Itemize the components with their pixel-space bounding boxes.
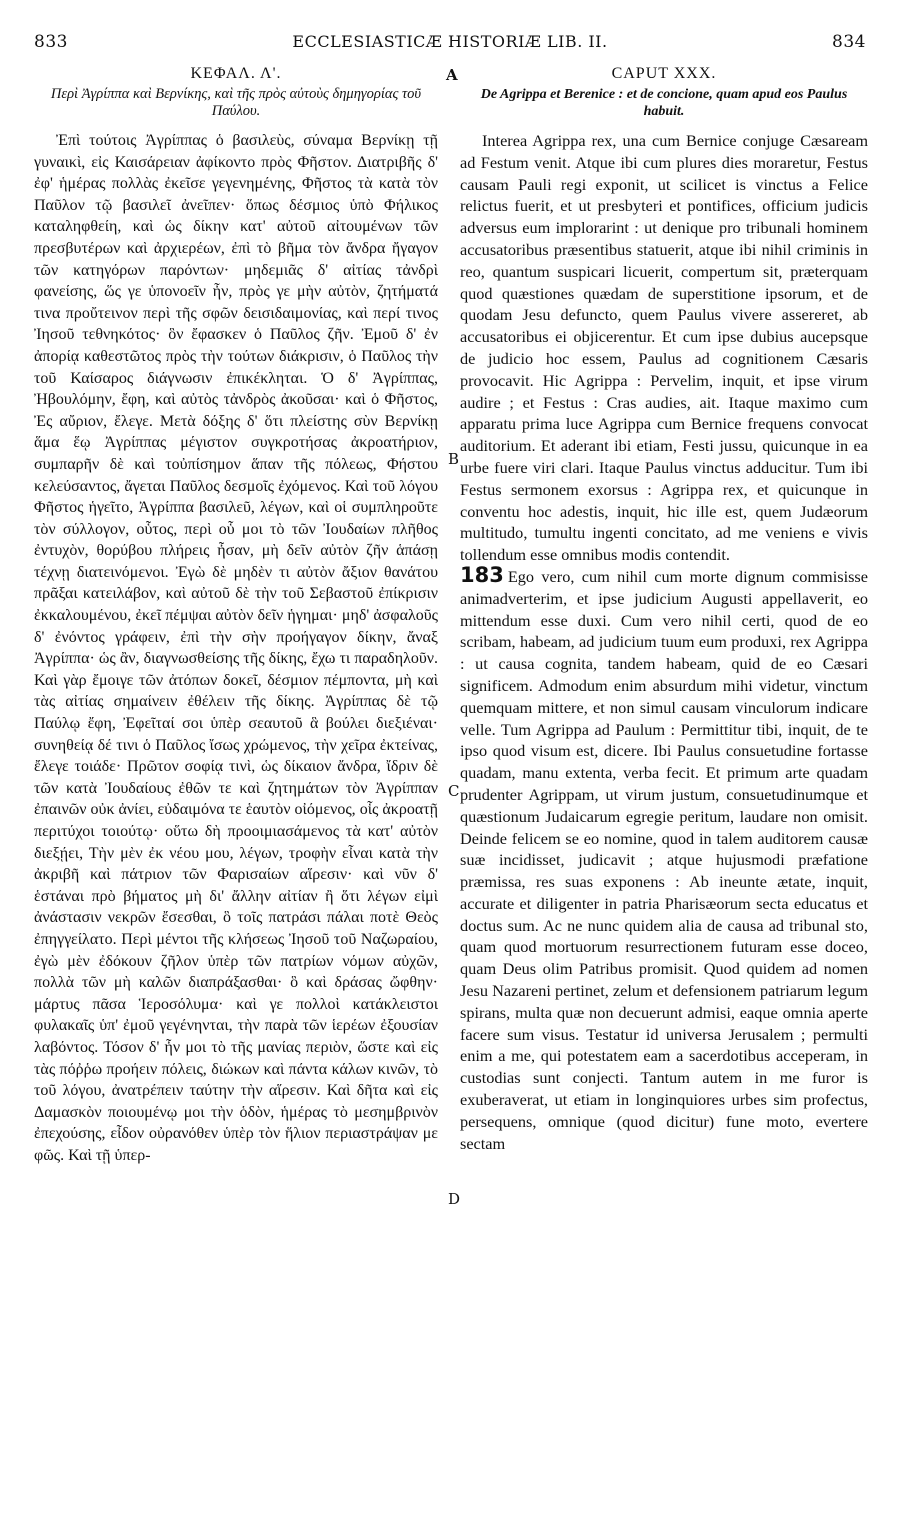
page-header <box>34 32 866 58</box>
latin-body-text-2-wrapper <box>460 562 868 1155</box>
page-number-right: 834 <box>832 32 866 52</box>
latin-chapter-title: CAPUT XXX. <box>611 65 717 82</box>
page-number-left: 833 <box>34 32 68 52</box>
migne-page-marker: 183 <box>460 562 504 587</box>
greek-body-text: Ἐπὶ τούτοις Ἀγρίππας ὁ βασιλεὺς, σύναμα Βερνίκῃ τῇ γυναικὶ, εἰς Καισάρειαν ἀφίκοντο πρὸς Φῆστον. Διατριβῆς δ' ἐφ' ἡμέρας πολλὰς ἐκεῖσε γεγενημένης, Φῆστος τὰ κατὰ τὸν Παῦλον τῷ βασιλεῖ ἀνεῖπεν· ὅπως δέσμιος ὑπὸ Φήλικος καταληφθείη, καὶ ὡς δίκην κατ' αὐτοῦ αἰτουμένων τῶν πρεσβυτέρων καὶ ἀρχιερέων, ἐπὶ τὸ βῆμα τὸν ἄνδρα ἤγαγον τῶν κατηγόρων παρόντων· μηδεμιᾶς δ' αἰτίας τἀνδρὶ φανείσης, ὥς γε ὑπονοεῖν ἦν, πρὸς γε μὴν αὐτὸν, ζητήματά τινα προὔτεινον περὶ τῆς σφῶν δεισιδαιμονίας, καὶ περί τινος Ἰησοῦ τεθνηκότος· ὃν ἔφασκεν ὁ Παῦλος ζῆν. Ἐμοῦ δ' ἐν ἀπορίᾳ καθεστῶτος πρὸς τὴν τούτων διάκρισιν, ὁ Παῦλος τὴν τοῦ Καίσαρος διάγνωσιν ἐπικέκληται. Ὁ δ' Ἀγρίππας, Ἠβουλόμην, ἔφη, καὶ αὐτὸς τἀνδρὸς ἀκοῦσαι· καὶ ὁ Φῆστος, Ἐς αὔριον, ἔλεγε. Μετὰ δόξης δ' ὅτι πλείστης σὺν Βερνίκῃ ἅμα ἕῳ Ἀγρίππας μέγιστον συγκροτήσας ἀκροατήριον, συμπαρῆν δὲ καὶ τοὐπίσημον ἅπαν τῆς πόλεως, Φήστου κελεύσαντος, ἄγεται Παῦλος δεσμοῖς ἐχόμενος. Καὶ τοῦ λόγου Φῆστος ἡγεῖτο, Ἀγρίππα βασιλεῦ, λέγων, καὶ οἱ συμπληροῦτε τὸν σύλλογον, οὗτος, περὶ οὗ μοι τὸ τῶν Ἰουδαίων πλῆθος ἐντυχὸν, θορύβου πλήρεις ἦσαν, μὴ δεῖν αὐτὸν ζῆν ἁπάσῃ τέχνῃ διατεινόμενοι. Ἐγὼ δὲ μηδὲν τι αὐτὸν ἄξιον θανάτου πρᾶξαι κατειλάβον, καὶ αὐτοῦ δὲ τὴν τοῦ Σεβαστοῦ ἐπίκρισιν ἐκκαλουμένου, ἐκεῖ πέμψαι αὐτὸν δεῖν ἡγημαι· μηδ' ἀσφαλοῦς δ' ἐνόντος γράφειν, ἐπὶ τὴν σὴν προήγαγον δίκην, ἄναξ Ἀγρίππα· ὡς ἂν, διαγνωσθείσης τῆς δίκης, ἔχω τι παραδηλοῦν. Καὶ γὰρ ἔμοιγε τῶν ἀτόπων δοκεῖ, δέσμιον πέμποντα, μὴ καὶ τὰς αἰτίας σημαίνειν ἐθέλειν τῆς δίκης. Ἀγρίππας δὲ τῷ Παύλῳ ἔφη, Ἐφεῖταί σοι ὑπὲρ σεαυτοῦ ἃ βούλει διεξιέναι· συνηθείᾳ δέ τινι ὁ Παῦλος ἴσως χρώμενος, τὴν χεῖρα ἐκτείνας, ἔλεγε τοιάδε· Πρῶτον σοφίᾳ τινὶ, ὡς δίκαιον ἄνδρα, ἴδριν δὲ τῶν κατὰ Ἰουδαίους ἐθῶν τε καὶ ζητημάτων τὸν Ἀγρίππαν ἐπαινῶν οὐκ ἀνίει, εὐδαιμόνα τε ἑαυτὸν οἰόμενος, οἷς ἀκροατῇ περιτύχοι τοιούτῳ· οὕτω δὴ προοιμιασάμενος τὰ κατ' αὐτὸν διεξῄει, Τὴν μὲν ἐκ νέου μου, λέγων, τροφὴν εἶναι κατὰ τὴν ἀκριβῆ καὶ πάτριον τῶν Φαρισαίων αἵρεσιν· καὶ νῦν δ' ἑστάναι πρὸ βήματος μὴ δι' ἄλλην αἰτίαν ἢ ὅτι λέγων εἰμὶ ἀνάστασιν νεκρῶν ἔσεσθαι, ὃ τοῖς πατράσι πάλαι ποτὲ Θεὸς ἐπηγγείλατο. Περὶ μέντοι τῆς κλήσεως Ἰησοῦ τοῦ Ναζωραίου, ἐγὼ μὲν ἐδόκουν ζῆλον ὑπὲρ τῶν πατρίων νόμων αὐχῶν, πολλὰ τῶν μὴ καλῶν διαπράξασθαι· ὃ καὶ δράσας ὤφθην· μάρτυς πᾶσα Ἱεροσόλυμα· καὶ γε πολλοὶ κατάκλειστοι φυλακαῖς ὑπ' ἐμοῦ γεγένηνται, τὴν παρὰ τῶν ἱερέων ἐξουσίαν λαβόντος. Τόσον δ' ἦν μοι τὸ τῆς μανίας περιὸν, ὥστε καὶ εἰς τὰς πόῤῥω προήειν πόλεις, διώκων καὶ πάντα κάλων κινῶν, τὸ τοῦ λόγου, ἀνατρέπειν ταύτην τὴν αἵρεσιν. Καὶ δῆτα καὶ εἰς Δαμασκὸν ποιουμένῳ μοι τὴν ὁδὸν, ἡμέρας τὸ μεσημβρινὸν ἐπεχούσης, εἶδον οὐρανόθεν ὑπὲρ τὸν ἥλιον περιαστράψαν με φῶς. Καὶ τῇ ὑπερ- <box>34 132 438 1164</box>
margin-marker-b: B <box>448 450 460 468</box>
latin-body-text-1: Interea Agrippa rex, una cum Bernice conjuge Cæsaream ad Festum venit. Atque ibi cum plures dies moraretur, Festus causam Pauli regi exponit, ut scilicet is vinctus a Felice relictus fuerit, et ut presbyteri et pontifices, officium judicis adversus eum implorarint : ut denique pro tribunali hominem accusatoribus præsentibus statuerit, atque ibi nihil criminis in reo, quantum suspicari licuerit, compertum sit, præterquam quod quæstiones quædam de superstitione ipsorum, et de quodam Jesu defuncto, quem Paulus vivere assereret, ab accusatoribus ei objicerentur. Et cum ipse dubius aucepsque de judicio hoc essem, Paulus ad cognitionem Cæsaris provocavit. Hic Agrippa : Pervelim, inquit, et ipse virum audire ; et Festus : Cras audies, ait. Itaque maximo cum apparatu prima luce Agrippa cum Bernice frequens convocat auditorium. Et aderant ibi etiam, Festi jussu, quicunque in ea urbe fuere viri clari. Itaque Paulus vinctus adducitur. Tum ibi Festus sermonem exorsus : Agrippa rex, et quicunque in conventu hoc adestis, inquit, hic ille est, quem Judæorum multitudo, tumultu ingenti concitato, ad me veniens e vivis tollendum esse omnibus modis contendit. <box>460 131 868 565</box>
greek-chapter-title: ΚΕΦΑΛ. Λ'. <box>190 65 282 82</box>
latin-body-text-2: Ego vero, cum nihil cum morte dignum commisisse animadverterim, et ipse judicium Augusti appellaverit, eo mittendum esse duxi. Cum vero nihil certi, quod de eo scribam, habeam, ad judicium tuum eum produxi, rex Agrippa : ut causa cognita, tandem habeam, quid de eo Cæsari significem. Admodum enim absurdum mihi videtur, vinctum quemquam mittere, et non simul causam vinculorum indicare velle. Tum Agrippa ad Paulum : Permittitur tibi, inquit, de te ipso quod visum est, dicere. Ibi Paulus consuetudine fortasse quadam, manu extenta, verba fecit. Et primum arte quadam prudenter Agrippam, ut virum justum, consuetudinumque et quæstionum Judaicarum egregie peritum, laudare non omisit. Deinde felicem se eo nomine, quod in talem auditorem causæ suæ incidisset, judicavit ; atque hujusmodi præfatione præmissa, res suas exponens : Ab ineunte ætate, inquit, accurate et diligenter in patria Pharisæorum secta educatus et doctus sum. Ac ne nunc quidem alia de causa ad tribunal sto, quam quod mortuorum resurrectionem futuram esse doceo, quam Deus olim Patribus promisit. Quod quidem ad nomen Jesu Nazareni pertinet, zelum et defensionem patriarum legum spirans, multa quæ non decuerunt admisi, eaque omnia aperte facere sum visus. Testatur id universa Jerusalem ; permulti enim a me, qui potestatem eam a sacerdotibus acceperam, in custodias sunt conjecti. Tantum autem in me furor is exuberaverat, ut etiam in longinquiores urbes sim profectus, persequens, omnique (quod dicitur) fune moto, evertere sectam <box>460 566 868 1153</box>
margin-marker-d: D <box>448 1190 461 1208</box>
margin-marker-c: C <box>448 782 460 800</box>
running-title: ECCLESIASTICÆ HISTORIÆ LIB. II. <box>292 32 608 51</box>
greek-column <box>34 64 438 1167</box>
greek-chapter-subtitle: Περὶ Ἀγρίππα καὶ Βερνίκης, καὶ τῆς πρὸς αὐτοὺς δημηγορίας τοῦ Παύλου. <box>50 86 422 119</box>
latin-chapter-subtitle: De Agrippa et Berenice : et de concione, quam apud eos Paulus habuit. <box>480 87 848 119</box>
margin-marker-a: A <box>446 66 458 84</box>
latin-column <box>460 64 868 1154</box>
